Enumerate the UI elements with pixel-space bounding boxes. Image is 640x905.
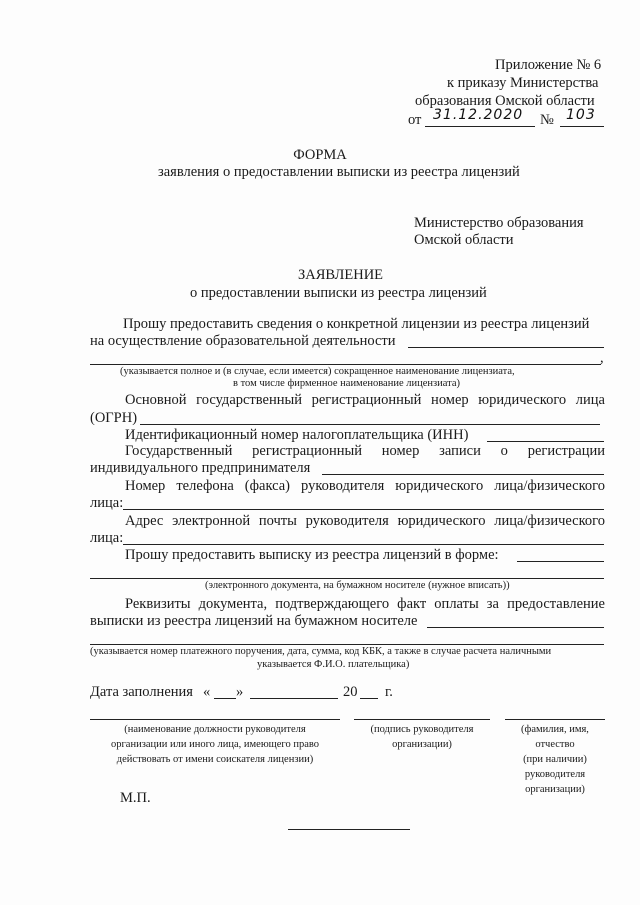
payment-line2: выписки из реестра лицензий на бумажном носителе — [90, 613, 418, 629]
ogrn-field[interactable] — [140, 424, 600, 425]
phone-line1: Номер телефона (факса) руководителя юридического лица/физического — [125, 478, 605, 494]
payment-line1: Реквизиты документа, подтверждающего факт оплаты за предоставление — [125, 596, 605, 612]
fill-date-quote-open: « — [203, 684, 211, 700]
note1-line1: (указывается полное и (в случае, если имеется) сокращенное наименование лицензиата, — [120, 366, 515, 377]
ogrnip-field[interactable] — [322, 474, 604, 475]
note2: (электронного документа, на бумажном носителе (нужное вписать)) — [205, 580, 510, 591]
position-note-line: (наименование должности руководителя — [124, 724, 306, 735]
inn-field[interactable] — [487, 441, 604, 442]
form-request-label: Прошу предоставить выписку из реестра лицензий в форме: — [125, 547, 499, 563]
signature-field[interactable] — [354, 719, 490, 720]
licensee-name-field[interactable] — [408, 347, 604, 348]
comma: , — [600, 350, 604, 366]
ogrnip-line1: Государственный регистрационный номер записи о регистрации — [125, 443, 605, 459]
p1-line2: на осуществление образовательной деятельности — [90, 333, 396, 349]
appendix-number-label: № — [540, 112, 554, 128]
name-note-line: (при наличии) — [523, 754, 587, 765]
form-subtitle: заявления о предоставлении выписки из реестра лицензий — [158, 164, 520, 180]
stamp-label: М.П. — [120, 790, 151, 806]
inn-label: Идентификационный номер налогоплательщика (ИНН) — [125, 427, 469, 443]
signature-note — [354, 722, 490, 752]
email-line2: лица: — [90, 530, 124, 546]
form-request-field-2[interactable] — [90, 578, 604, 579]
appendix-line1: Приложение № 6 — [495, 57, 602, 73]
p1-line1: Прошу предоставить сведения о конкретной лицензии из реестра лицензий — [123, 316, 590, 332]
ogrn-line2: (ОГРН) — [90, 410, 138, 426]
phone-line2: лица: — [90, 495, 124, 511]
name-note-line: (фамилия, имя, — [521, 724, 589, 735]
position-note — [90, 722, 340, 767]
phone-field[interactable] — [123, 509, 604, 510]
position-field[interactable] — [90, 719, 340, 720]
addressee-line2: Омской области — [414, 232, 514, 248]
appendix-date-handwritten: 31.12.2020 — [433, 107, 524, 123]
fill-date-label: Дата заполнения — [90, 684, 193, 700]
licensee-name-field-2[interactable] — [90, 364, 601, 365]
appendix-line3: образования Омской области — [415, 93, 595, 109]
signature-note-line: организации) — [392, 739, 452, 750]
fill-date-year-prefix: 20 — [343, 684, 358, 700]
name-note — [500, 722, 610, 797]
note3-line1: (указывается номер платежного поручения, дата, сумма, код КБК, а также в случае расчета наличными — [90, 646, 552, 657]
name-note-line: отчество — [535, 739, 575, 750]
appendix-from-label: от — [408, 112, 422, 128]
payment-field-2[interactable] — [90, 644, 604, 645]
name-note-line: организации) — [525, 784, 585, 795]
position-note-line: организации или иного лица, имеющего право — [111, 739, 319, 750]
fill-date-year-suffix: г. — [385, 684, 393, 700]
email-line1: Адрес электронной почты руководителя юридического лица/физического — [125, 513, 605, 529]
note3-line2: указывается Ф.И.О. плательщика) — [257, 659, 410, 670]
appendix-number-handwritten: 103 — [566, 107, 596, 123]
email-field[interactable] — [123, 544, 604, 545]
name-note-line: руководителя — [524, 769, 586, 780]
statement-subtitle: о предоставлении выписки из реестра лицензий — [190, 285, 487, 301]
form-request-field[interactable] — [517, 561, 604, 562]
bottom-divider — [288, 829, 410, 830]
addressee-line1: Министерство образования — [414, 215, 584, 231]
fill-date-month-field[interactable] — [250, 698, 338, 699]
statement-title: ЗАЯВЛЕНИЕ — [298, 267, 384, 283]
payment-field[interactable] — [427, 627, 604, 628]
signature-note-line: (подпись руководителя — [370, 724, 474, 735]
fill-date-year-field[interactable] — [360, 698, 378, 699]
appendix-date-underline — [425, 126, 535, 127]
fill-date-quote-close: » — [236, 684, 244, 700]
ogrn-line1: Основной государственный регистрационный номер юридического лица — [125, 392, 605, 408]
ogrnip-line2: индивидуального предпринимателя — [90, 460, 311, 476]
name-field[interactable] — [505, 719, 605, 720]
form-title: ФОРМА — [293, 147, 347, 163]
appendix-number-underline — [560, 126, 604, 127]
fill-date-day-field[interactable] — [214, 698, 236, 699]
note1-line2: в том числе фирменное наименование лицензиата) — [233, 378, 461, 389]
position-note-line: действовать от имени соискателя лицензии) — [116, 754, 314, 765]
appendix-line2: к приказу Министерства — [447, 75, 599, 91]
